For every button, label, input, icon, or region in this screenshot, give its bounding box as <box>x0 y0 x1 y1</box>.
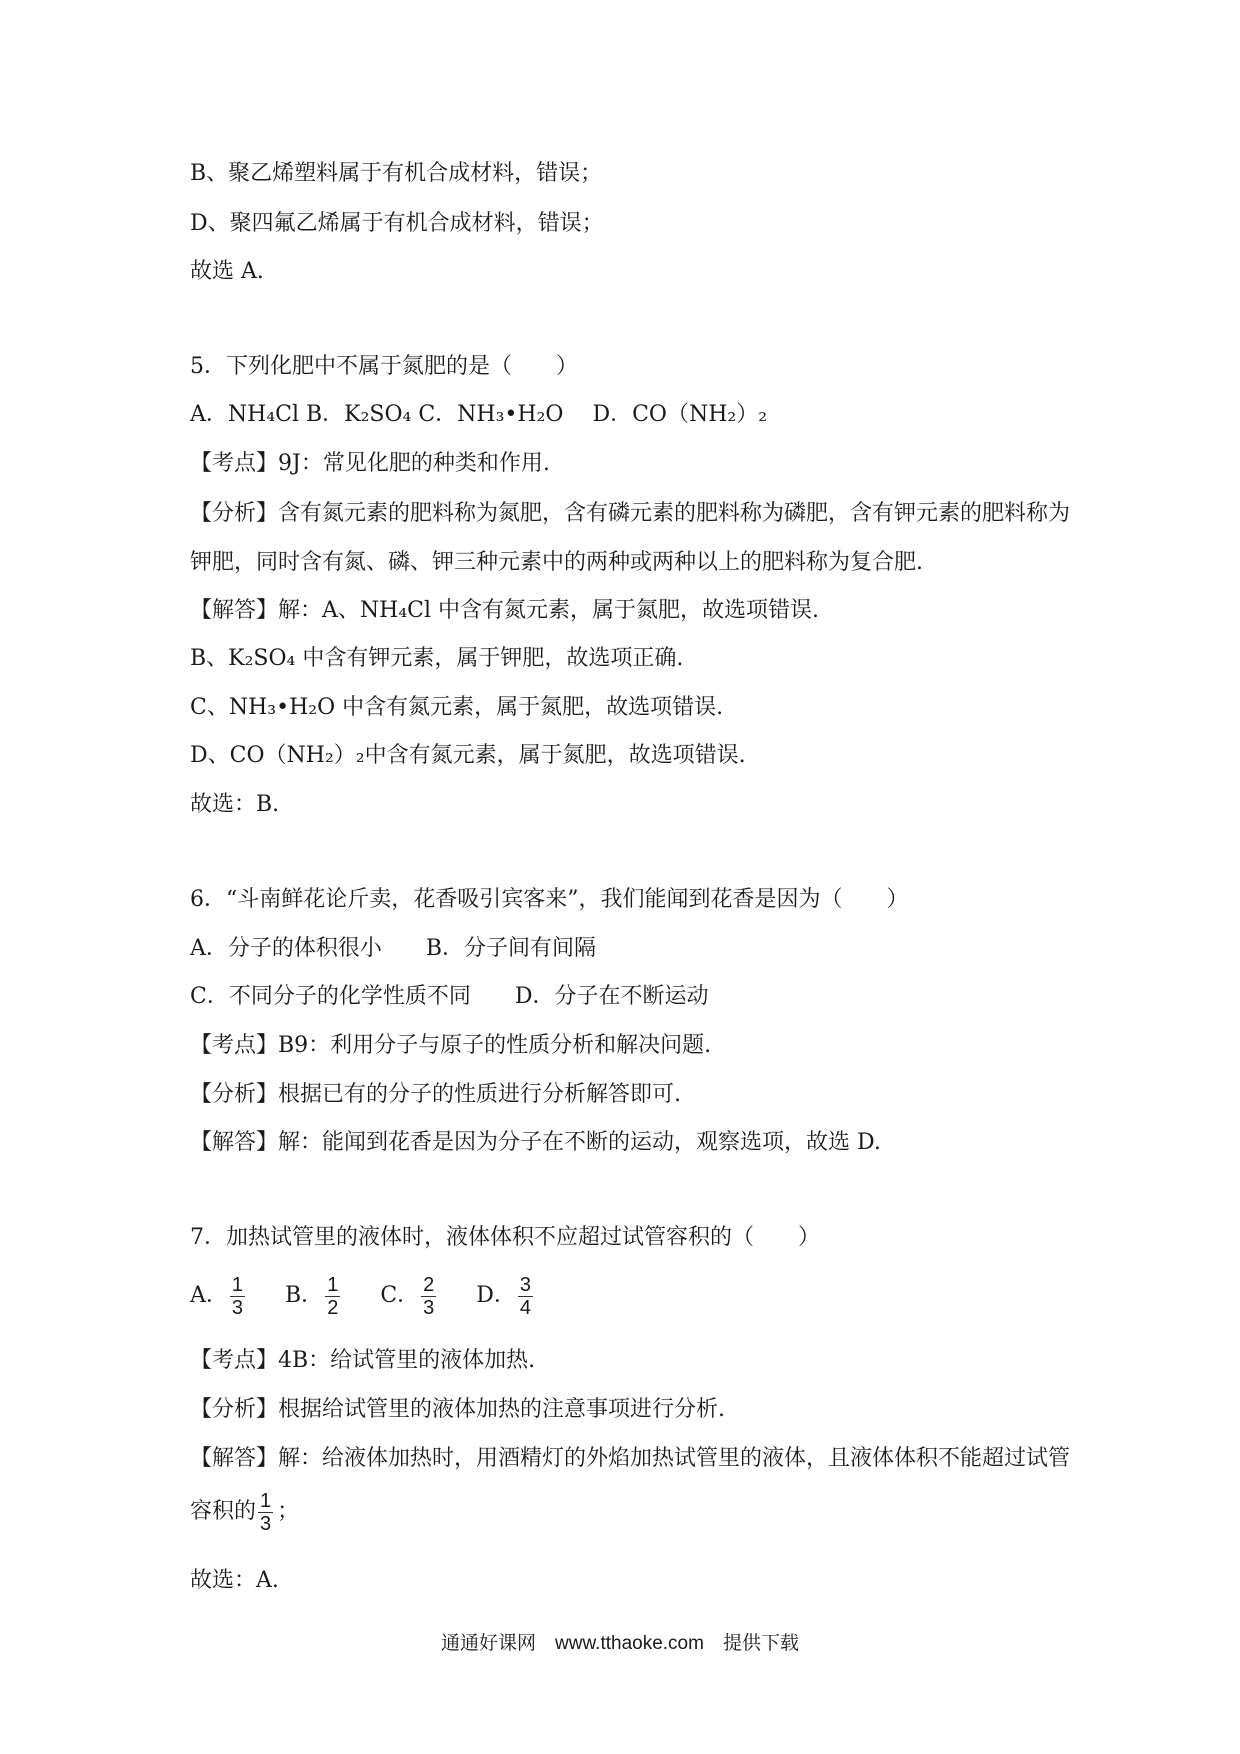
q6-options-line1: A．分子的体积很小 B．分子间有间隔 <box>190 936 597 961</box>
q7-option-c-label: C． <box>380 1283 420 1308</box>
q5-fenxi-line1: 【分析】含有氮元素的肥料称为氮肥，含有磷元素的肥料称为磷肥，含有钾元素的肥料称为 <box>190 501 1071 526</box>
q5-jieda: 【解答】解：A、NH₄Cl 中含有氮元素，属于氮肥，故选项错误. <box>190 598 819 623</box>
q7-option-d-label: D． <box>476 1283 516 1308</box>
q6-fenxi: 【分析】根据已有的分子的性质进行分析解答即可. <box>190 1082 681 1107</box>
q7-answer: 故选：A. <box>190 1568 279 1593</box>
q7-jieda-fraction: $\frac{1}{3}$ <box>260 1489 272 1535</box>
q6-options-line2: C．不同分子的化学性质不同 D．分子在不断运动 <box>190 984 709 1009</box>
q7-options <box>190 1270 537 1322</box>
q5-option-b-explanation: B、K₂SO₄ 中含有钾元素，属于钾肥，故选项正确. <box>190 646 684 671</box>
q7-option-a-fraction: $\frac{1}{3}$ <box>231 1273 244 1319</box>
q6-question: 6．“斗南鲜花论斤卖，花香吸引宾客来”，我们能闻到花香是因为（ ） <box>190 887 909 912</box>
q5-option-c-explanation: C、NH₃•H₂O 中含有氮元素，属于氮肥，故选项错误. <box>190 695 724 720</box>
q5-kaodian: 【考点】9J：常见化肥的种类和作用. <box>190 451 550 476</box>
q5-option-d-explanation: D、CO（NH₂）₂中含有氮元素，属于氮肥，故选项错误. <box>190 743 746 768</box>
q7-option-d-fraction: $\frac{3}{4}$ <box>519 1273 532 1319</box>
q7-question: 7．加热试管里的液体时，液体体积不应超过试管容积的（ ） <box>190 1225 820 1250</box>
q7-option-a-label: A． <box>190 1283 228 1308</box>
q5-answer: 故选：B. <box>190 792 280 817</box>
q7-kaodian: 【考点】4B：给试管里的液体加热. <box>190 1348 536 1373</box>
q5-options: A．NH₄Cl B．K₂SO₄ C．NH₃•H₂O D．CO（NH₂）₂ <box>190 402 768 427</box>
q7-option-c-fraction: $\frac{2}{3}$ <box>423 1273 435 1319</box>
q6-kaodian: 【考点】B9：利用分子与原子的性质分析和解决问题. <box>190 1033 712 1058</box>
q7-option-b-fraction: $\frac{1}{2}$ <box>327 1273 339 1319</box>
q5-fenxi-line2: 钾肥，同时含有氮、磷、钾三种元素中的两种或两种以上的肥料称为复合肥. <box>190 550 923 575</box>
q4-option-d-explanation: D、聚四氟乙烯属于有机合成材料，错误； <box>190 211 604 236</box>
q4-answer: 故选 A. <box>190 259 264 284</box>
q7-jieda-line2: 容积的 $\frac{1}{3}$ ； <box>190 1489 300 1535</box>
q6-jieda: 【解答】解：能闻到花香是因为分子在不断的运动，观察选项，故选 D. <box>190 1130 881 1155</box>
q5-question: 5．下列化肥中不属于氮肥的是（ ） <box>190 354 578 379</box>
q4-option-b-explanation: B、聚乙烯塑料属于有机合成材料，错误； <box>190 161 603 186</box>
q7-option-b-label: B． <box>285 1283 324 1308</box>
page-footer: 通通好课网 www.tthaoke.com 提供下载 <box>441 1633 799 1654</box>
q7-fenxi: 【分析】根据给试管里的液体加热的注意事项进行分析. <box>190 1397 725 1422</box>
q7-jieda-line1: 【解答】解：给液体加热时，用酒精灯的外焰加热试管里的液体，且液体体积不能超过试管 <box>190 1446 1071 1471</box>
